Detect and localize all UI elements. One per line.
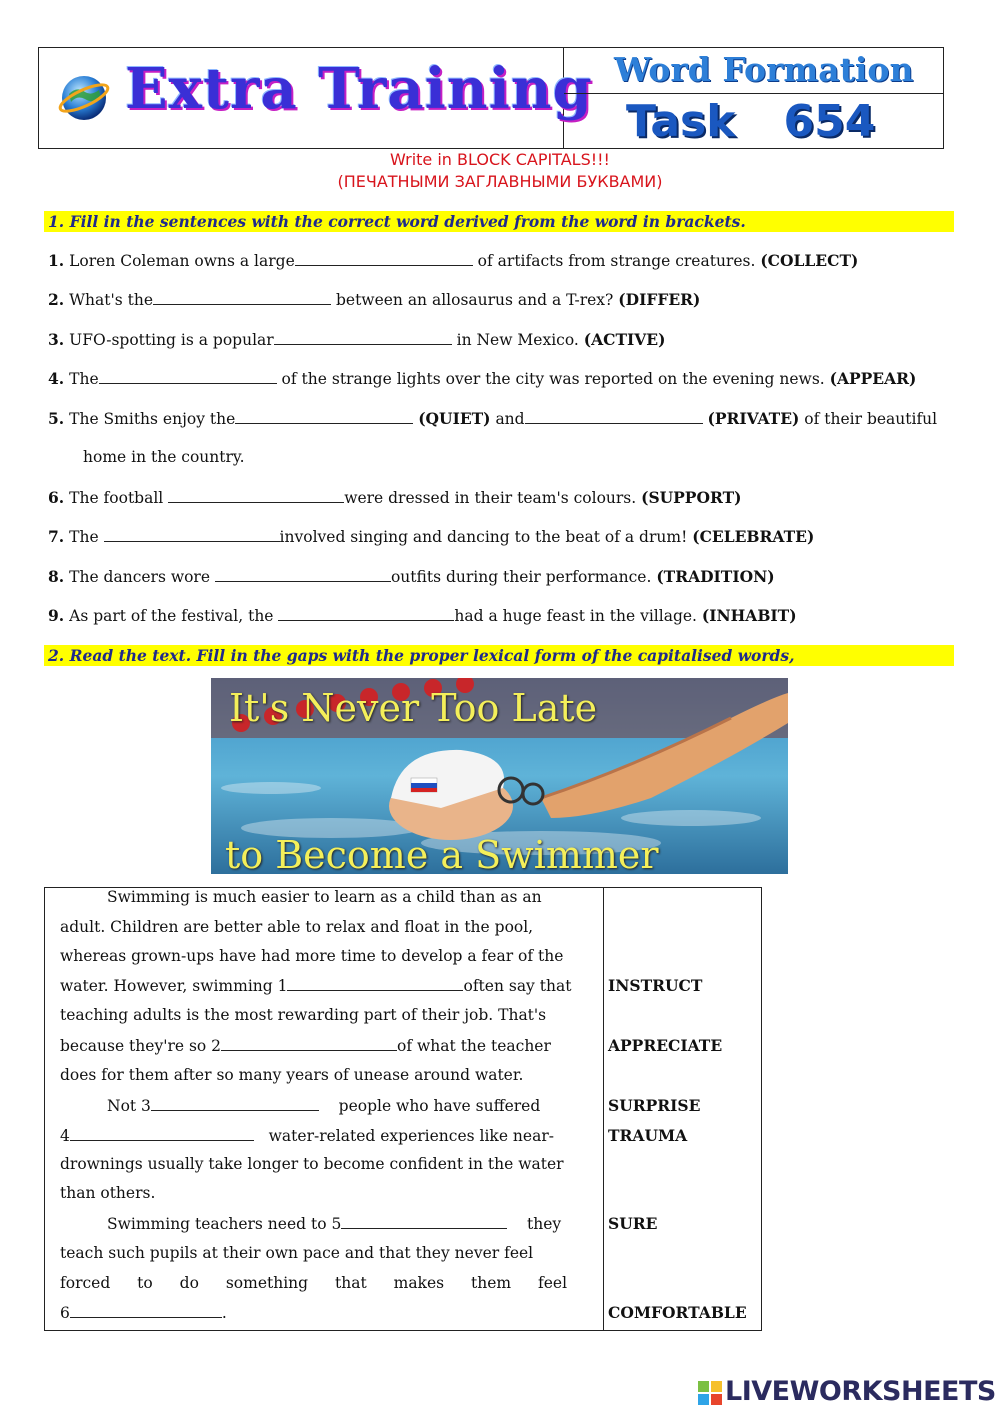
question-3 (48, 330, 665, 349)
answer-blank-3[interactable] (274, 330, 452, 345)
text-line (60, 976, 595, 995)
text-segment: they (527, 1215, 562, 1233)
answer-blank-6[interactable] (168, 488, 344, 503)
question-keyword: (ACTIVE) (583, 330, 666, 349)
question-number: 8. (48, 567, 65, 586)
text-segment: Not 3 (107, 1097, 151, 1115)
question-number: 5. (48, 409, 65, 428)
liveworksheets-text: LIVEWORKSHEETS (725, 1376, 996, 1407)
text-line (60, 1303, 595, 1322)
text-line: adult. Children are better able to relax and float in the pool, (60, 918, 534, 936)
swimmer-banner (211, 678, 788, 874)
text-segment: of what the teacher (397, 1037, 551, 1055)
question-4 (48, 369, 916, 388)
gap-blank-4[interactable] (70, 1126, 254, 1141)
question-text: involved singing and dancing to the beat of a drum! (279, 528, 693, 546)
task-number: 654 (783, 96, 876, 147)
question-text: outfits during their performance. (390, 568, 657, 586)
answer-blank-5b[interactable] (525, 409, 703, 424)
question-number: 7. (48, 527, 65, 546)
section1-heading: 1. Fill in the sentences with the correct word derived from the word in brackets. (48, 212, 746, 231)
question-text: Loren Coleman owns a large (69, 252, 295, 270)
keyword-instruct: INSTRUCT (608, 976, 703, 995)
header-table (38, 47, 944, 149)
instruction-line-2: (ПЕЧАТНЫМИ ЗАГЛАВНЫМИ БУКВАМИ) (337, 172, 663, 191)
question-keyword: (PRIVATE) (707, 409, 800, 428)
answer-blank-2[interactable] (153, 290, 331, 305)
question-6 (48, 488, 741, 507)
text-line (107, 888, 595, 906)
keyword-appreciate: APPRECIATE (608, 1036, 723, 1055)
text-line (107, 1096, 595, 1115)
question-number: 9. (48, 606, 65, 625)
section2-heading-band (44, 645, 954, 666)
task-cell (564, 94, 943, 148)
question-keyword: (COLLECT) (760, 251, 859, 270)
text-line (60, 1126, 595, 1145)
question-text: in New Mexico. (451, 331, 584, 349)
question-2 (48, 290, 700, 309)
question-text: of the strange lights over the city was reported on the evening news. (276, 370, 830, 388)
text-line (107, 1214, 595, 1233)
question-text: of artifacts from strange creatures. (472, 252, 761, 270)
question-1 (48, 251, 858, 270)
text-segment: water-related experiences like near- (268, 1127, 554, 1145)
gap-blank-1[interactable] (287, 976, 463, 991)
gap-blank-5[interactable] (341, 1214, 507, 1229)
text-line (60, 1036, 595, 1055)
subject-title: Word Formation (614, 50, 914, 89)
text-line: than others. (60, 1184, 156, 1202)
text-line: whereas grown-ups have had more time to develop a fear of the (60, 947, 564, 965)
section1-heading-band (44, 211, 954, 232)
instruction-line-1: Write in BLOCK CAPITALS!!! (390, 150, 610, 169)
question-8 (48, 567, 775, 586)
question-9 (48, 606, 797, 625)
subject-cell (564, 48, 943, 94)
keyword-surprise: SURPRISE (608, 1096, 701, 1115)
question-text: The football (69, 489, 169, 507)
banner-title: It's Never Too Late (229, 686, 598, 730)
text-segment: people who have suffered (338, 1097, 541, 1115)
reading-text-table (44, 887, 762, 1331)
task-title (626, 96, 875, 147)
text-line: forced to do something that makes them feel (60, 1274, 568, 1292)
text-line: does for them after so many years of unease around water. (60, 1066, 524, 1084)
column-divider (603, 888, 604, 1330)
question-number: 3. (48, 330, 65, 349)
liveworksheets-logo-icon (697, 1380, 723, 1406)
question-text: and (490, 410, 525, 428)
text-segment: 4 (60, 1127, 70, 1145)
question-keyword: (TRADITION) (656, 567, 775, 586)
text-line: teach such pupils at their own pace and that they never feel (60, 1244, 534, 1262)
gap-blank-3[interactable] (151, 1096, 319, 1111)
answer-blank-4[interactable] (99, 369, 277, 384)
question-keyword: (QUIET) (418, 409, 491, 428)
answer-blank-8[interactable] (215, 567, 391, 582)
answer-blank-7[interactable] (104, 527, 280, 542)
text-segment: water. However, swimming 1 (60, 977, 288, 995)
question-number: 1. (48, 251, 65, 270)
brand-cell (39, 48, 593, 148)
text-segment: Swimming teachers need to 5 (107, 1215, 342, 1233)
text-line: teaching adults is the most rewarding part of their job. That's (60, 1006, 547, 1024)
question-keyword: (INHABIT) (701, 606, 797, 625)
question-keyword: (SUPPORT) (641, 488, 742, 507)
question-text: As part of the festival, the (69, 607, 279, 625)
text-segment: Swimming is much easier to learn as a child than as an (107, 888, 542, 906)
question-text: between an allosaurus and a T-rex? (331, 291, 619, 309)
answer-blank-5a[interactable] (235, 409, 413, 424)
question-keyword: (CELEBRATE) (692, 527, 815, 546)
question-number: 4. (48, 369, 65, 388)
text-line: drownings usually take longer to become confident in the water (60, 1155, 564, 1173)
question-keyword: (APPEAR) (829, 369, 917, 388)
keyword-sure: SURE (608, 1214, 658, 1233)
question-text: UFO-spotting is a popular (69, 331, 274, 349)
text-segment: 6 (60, 1304, 70, 1322)
question-text: were dressed in their team's colours. (344, 489, 642, 507)
answer-blank-9[interactable] (278, 606, 454, 621)
globe-icon (57, 70, 111, 124)
answer-blank-1[interactable] (295, 251, 473, 266)
section2-heading: 2. Read the text. Fill in the gaps with the proper lexical form of the capitalised words, (48, 646, 795, 665)
task-label: Task (626, 96, 736, 147)
keyword-comfortable: COMFORTABLE (608, 1303, 747, 1322)
brand-title: Extra Training (125, 56, 593, 122)
question-keyword: (DIFFER) (618, 290, 701, 309)
question-number: 2. (48, 290, 65, 309)
question-text: The dancers wore (69, 568, 215, 586)
question-text: The (69, 370, 99, 388)
question-text: The Smiths enjoy the (69, 410, 236, 428)
text-segment: because they're so 2 (60, 1037, 222, 1055)
question-5-continuation: home in the country. (83, 448, 245, 466)
question-number: 6. (48, 488, 65, 507)
gap-blank-2[interactable] (221, 1036, 397, 1051)
question-5 (48, 409, 937, 428)
question-text: had a huge feast in the village. (454, 607, 702, 625)
question-text: of their beautiful (799, 410, 938, 428)
text-segment: often say that (463, 977, 572, 995)
question-7 (48, 527, 814, 546)
question-text: What's the (69, 291, 154, 309)
text-segment: . (221, 1304, 227, 1322)
question-text: The (69, 528, 104, 546)
banner-subtitle: to Become a Swimmer (225, 833, 659, 874)
keyword-trauma: TRAUMA (608, 1126, 688, 1145)
gap-blank-6[interactable] (70, 1303, 222, 1318)
